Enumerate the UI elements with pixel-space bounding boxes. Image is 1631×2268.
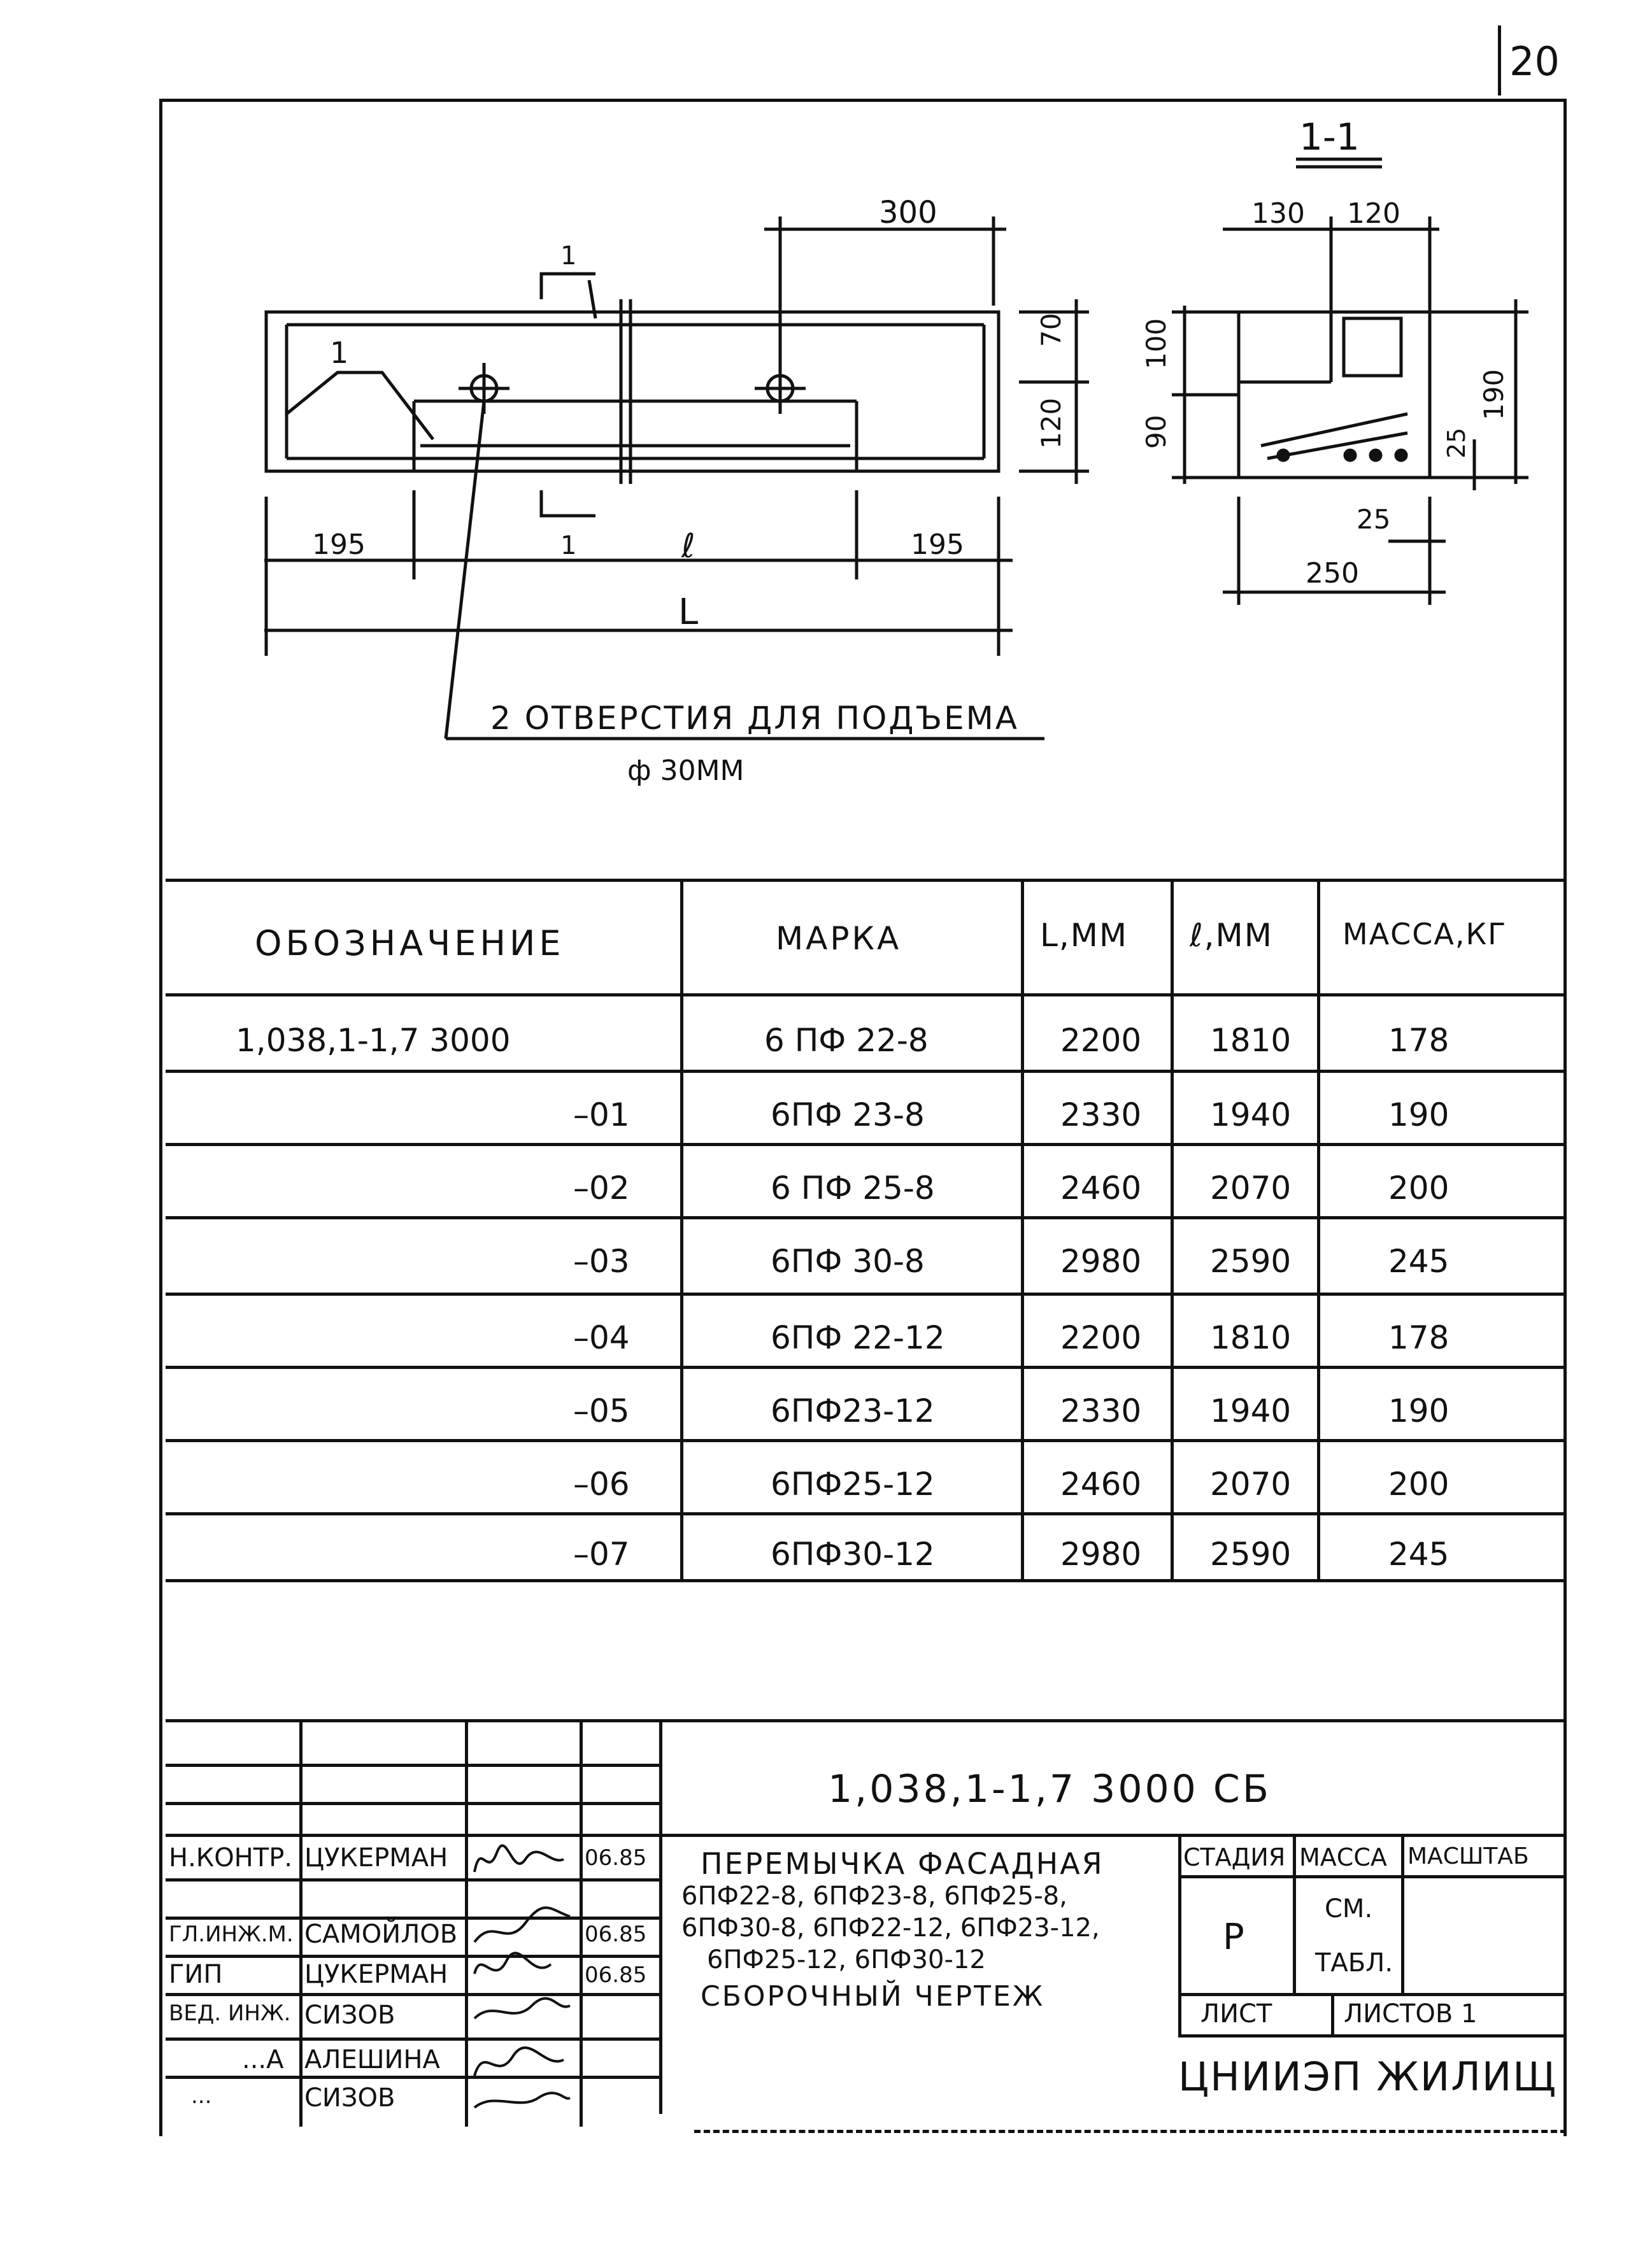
row-0-l: 1810	[1210, 1022, 1292, 1059]
signer-2-name: ЦУКЕРМАН	[304, 1960, 448, 1989]
row-4-mark: 6ПФ 22-12	[771, 1319, 945, 1356]
reinforcement-leader-label: 1	[330, 336, 349, 370]
dim-L-big: L	[678, 592, 699, 633]
dim-90: 90	[1141, 415, 1172, 449]
row-divider	[166, 1439, 1567, 1442]
row-6-L: 2460	[1060, 1466, 1142, 1503]
signer-0-role: Н.КОНТР.	[169, 1843, 293, 1873]
row-5-mark: 6ПФ23-12	[771, 1393, 935, 1429]
sheet-label: ЛИСТ	[1200, 1999, 1272, 2029]
signer-5-role: ...	[191, 2083, 212, 2109]
row-2-l: 2070	[1210, 1170, 1292, 1207]
signer-5-name: СИЗОВ	[304, 2083, 395, 2113]
row-4-mass: 178	[1388, 1319, 1449, 1356]
row-0-mass: 178	[1388, 1022, 1449, 1059]
dim-120-side: 120	[1036, 397, 1067, 449]
row-3-l: 2590	[1210, 1243, 1292, 1280]
title-line-1: 6ПФ22-8, 6ПФ23-8, 6ПФ25-8,	[681, 1882, 1067, 1911]
drawing-code: 1,038,1-1,7 3000 СБ	[828, 1767, 1271, 1811]
stage-grid-line	[1178, 1993, 1567, 1996]
row-7-mark: 6ПФ30-12	[771, 1536, 935, 1573]
header-l: ℓ,ММ	[1190, 917, 1273, 954]
table-col-divider-1	[680, 879, 683, 1579]
row-5-l: 1940	[1210, 1393, 1292, 1429]
row-6-designation: –06	[573, 1466, 630, 1503]
cut-mark-top: 1	[560, 241, 577, 271]
title-block-left-divider	[659, 1719, 662, 2114]
signer-row-line	[166, 1993, 659, 1996]
stage-grid-line	[1178, 2034, 1567, 2038]
row-1-mass: 190	[1388, 1096, 1449, 1133]
row-2-L: 2460	[1060, 1170, 1142, 1207]
row-1-mark: 6ПФ 23-8	[771, 1096, 925, 1133]
dim-25-bottom: 25	[1357, 504, 1391, 535]
dim-195-left: 195	[312, 528, 366, 561]
row-divider	[166, 1366, 1567, 1369]
signer-1-role: ГЛ.ИНЖ.М.	[169, 1922, 294, 1947]
signer-1-date: 06.85	[585, 1922, 647, 1947]
signer-4-name: АЛЕШИНА	[304, 2045, 440, 2074]
row-0-mark: 6 ПФ 22-8	[764, 1022, 929, 1059]
signer-col-divider	[299, 1719, 303, 2127]
signer-row-line	[166, 1764, 659, 1767]
lift-hole-note: 2 ОТВЕРСТИЯ ДЛЯ ПОДЪЕМА	[490, 700, 1020, 737]
signer-row-line	[166, 1834, 659, 1837]
signer-2-role: ГИП	[169, 1960, 223, 1989]
sheet-number: 20	[1509, 38, 1560, 85]
row-3-designation: –03	[573, 1243, 630, 1280]
signer-row-line	[166, 1955, 659, 1958]
signer-1-name: САМОЙЛОВ	[304, 1920, 458, 1949]
signer-col-divider	[580, 1719, 583, 2127]
dim-190: 190	[1478, 369, 1509, 420]
row-5-L: 2330	[1060, 1393, 1142, 1429]
stage-grid-divider	[1401, 1834, 1404, 1993]
title-line-0: ПЕРЕМЫЧКА ФАСАДНАЯ	[701, 1846, 1104, 1881]
row-2-designation: –02	[573, 1170, 630, 1207]
table-top-border	[166, 879, 1567, 882]
mass-value-2: ТАБЛ.	[1315, 1948, 1393, 1978]
row-7-designation: –07	[573, 1536, 630, 1573]
cut-mark-bottom: 1	[560, 531, 577, 560]
stage-label: СТАДИЯ	[1183, 1843, 1286, 1871]
signer-row-line	[166, 2076, 659, 2079]
row-4-designation: –04	[573, 1319, 630, 1356]
row-4-l: 1810	[1210, 1319, 1292, 1356]
stage-grid-divider	[1178, 1834, 1181, 2038]
title-block-top	[166, 1719, 1567, 1722]
table-col-divider-2	[1021, 879, 1024, 1579]
signer-row-line	[166, 2038, 659, 2041]
row-7-L: 2980	[1060, 1536, 1142, 1573]
row-divider	[166, 1216, 1567, 1219]
row-7-l: 2590	[1210, 1536, 1292, 1573]
organization-name: ЦНИИЭП ЖИЛИЩ	[1178, 2053, 1558, 2100]
title-line-2: 6ПФ30-8, 6ПФ22-12, 6ПФ23-12,	[681, 1913, 1100, 1943]
stage-value: Р	[1223, 1917, 1244, 1958]
table-col-divider-4	[1317, 879, 1320, 1579]
row-1-L: 2330	[1060, 1096, 1142, 1133]
dim-l-small: ℓ	[681, 527, 695, 565]
dim-250: 250	[1306, 557, 1359, 590]
dim-25-side: 25	[1442, 427, 1471, 458]
scale-label: МАСШТАБ	[1407, 1843, 1529, 1869]
dim-120-top: 120	[1347, 197, 1400, 230]
stage-grid-divider	[1293, 1834, 1296, 1993]
header-mass: МАССА,КГ	[1343, 917, 1507, 951]
dim-100: 100	[1141, 318, 1172, 369]
table-col-divider-3	[1171, 879, 1174, 1579]
row-3-mass: 245	[1388, 1243, 1449, 1280]
header-designation: ОБОЗНАЧЕНИЕ	[255, 923, 565, 963]
signatures	[468, 1840, 576, 2120]
row-5-mass: 190	[1388, 1393, 1449, 1429]
table-header-bottom	[166, 993, 1567, 996]
row-6-mass: 200	[1388, 1466, 1449, 1503]
dim-70: 70	[1036, 313, 1067, 347]
row-divider	[166, 1143, 1567, 1146]
sheets-label: ЛИСТОВ 1	[1344, 1999, 1478, 2029]
title-line-3: 6ПФ25-12, 6ПФ30-12	[707, 1945, 986, 1974]
row-6-mark: 6ПФ25-12	[771, 1466, 935, 1503]
row-divider	[166, 1070, 1567, 1073]
row-3-mark: 6ПФ 30-8	[771, 1243, 925, 1280]
signer-row-line	[166, 1802, 659, 1805]
row-1-l: 1940	[1210, 1096, 1292, 1133]
table-bottom-border	[166, 1579, 1567, 1582]
signer-4-role: ...А	[242, 2045, 284, 2074]
signer-2-date: 06.85	[585, 1962, 647, 1988]
title-code-bottom	[659, 1834, 1567, 1837]
dim-300: 300	[879, 195, 937, 230]
signer-3-role: ВЕД. ИНЖ.	[169, 2001, 291, 2026]
mass-value-1: СМ.	[1325, 1894, 1373, 1924]
row-5-designation: –05	[573, 1393, 630, 1429]
frame-bottom-line	[694, 2130, 1567, 2133]
row-3-L: 2980	[1060, 1243, 1142, 1280]
row-divider	[166, 1293, 1567, 1296]
title-line-4: СБОРОЧНЫЙ ЧЕРТЕЖ	[701, 1980, 1045, 2013]
row-0-L: 2200	[1060, 1022, 1142, 1059]
signer-0-date: 06.85	[585, 1845, 647, 1871]
stage-grid-line	[1178, 1875, 1567, 1878]
lintel-drawing	[0, 0, 1631, 891]
section-title: 1-1	[1299, 115, 1360, 159]
row-7-mass: 245	[1388, 1536, 1449, 1573]
signer-row-line	[166, 1878, 659, 1882]
mass-label: МАССА	[1299, 1843, 1387, 1871]
row-1-designation: –01	[573, 1096, 630, 1133]
row-6-l: 2070	[1210, 1466, 1292, 1503]
row-4-L: 2200	[1060, 1319, 1142, 1356]
header-L: L,ММ	[1040, 917, 1129, 954]
row-2-mass: 200	[1388, 1170, 1449, 1207]
row-divider	[166, 1512, 1567, 1515]
dim-130: 130	[1251, 197, 1305, 230]
signer-3-name: СИЗОВ	[304, 2001, 395, 2030]
stage-grid-divider	[1331, 1993, 1334, 2034]
lift-hole-diameter: ф 30ММ	[627, 755, 744, 787]
signer-0-name: ЦУКЕРМАН	[304, 1843, 448, 1873]
row-2-mark: 6 ПФ 25-8	[771, 1170, 935, 1207]
header-mark: МАРКА	[776, 920, 902, 957]
row-0-designation: 1,038,1-1,7 3000	[236, 1022, 511, 1059]
dim-195-right: 195	[911, 528, 964, 561]
